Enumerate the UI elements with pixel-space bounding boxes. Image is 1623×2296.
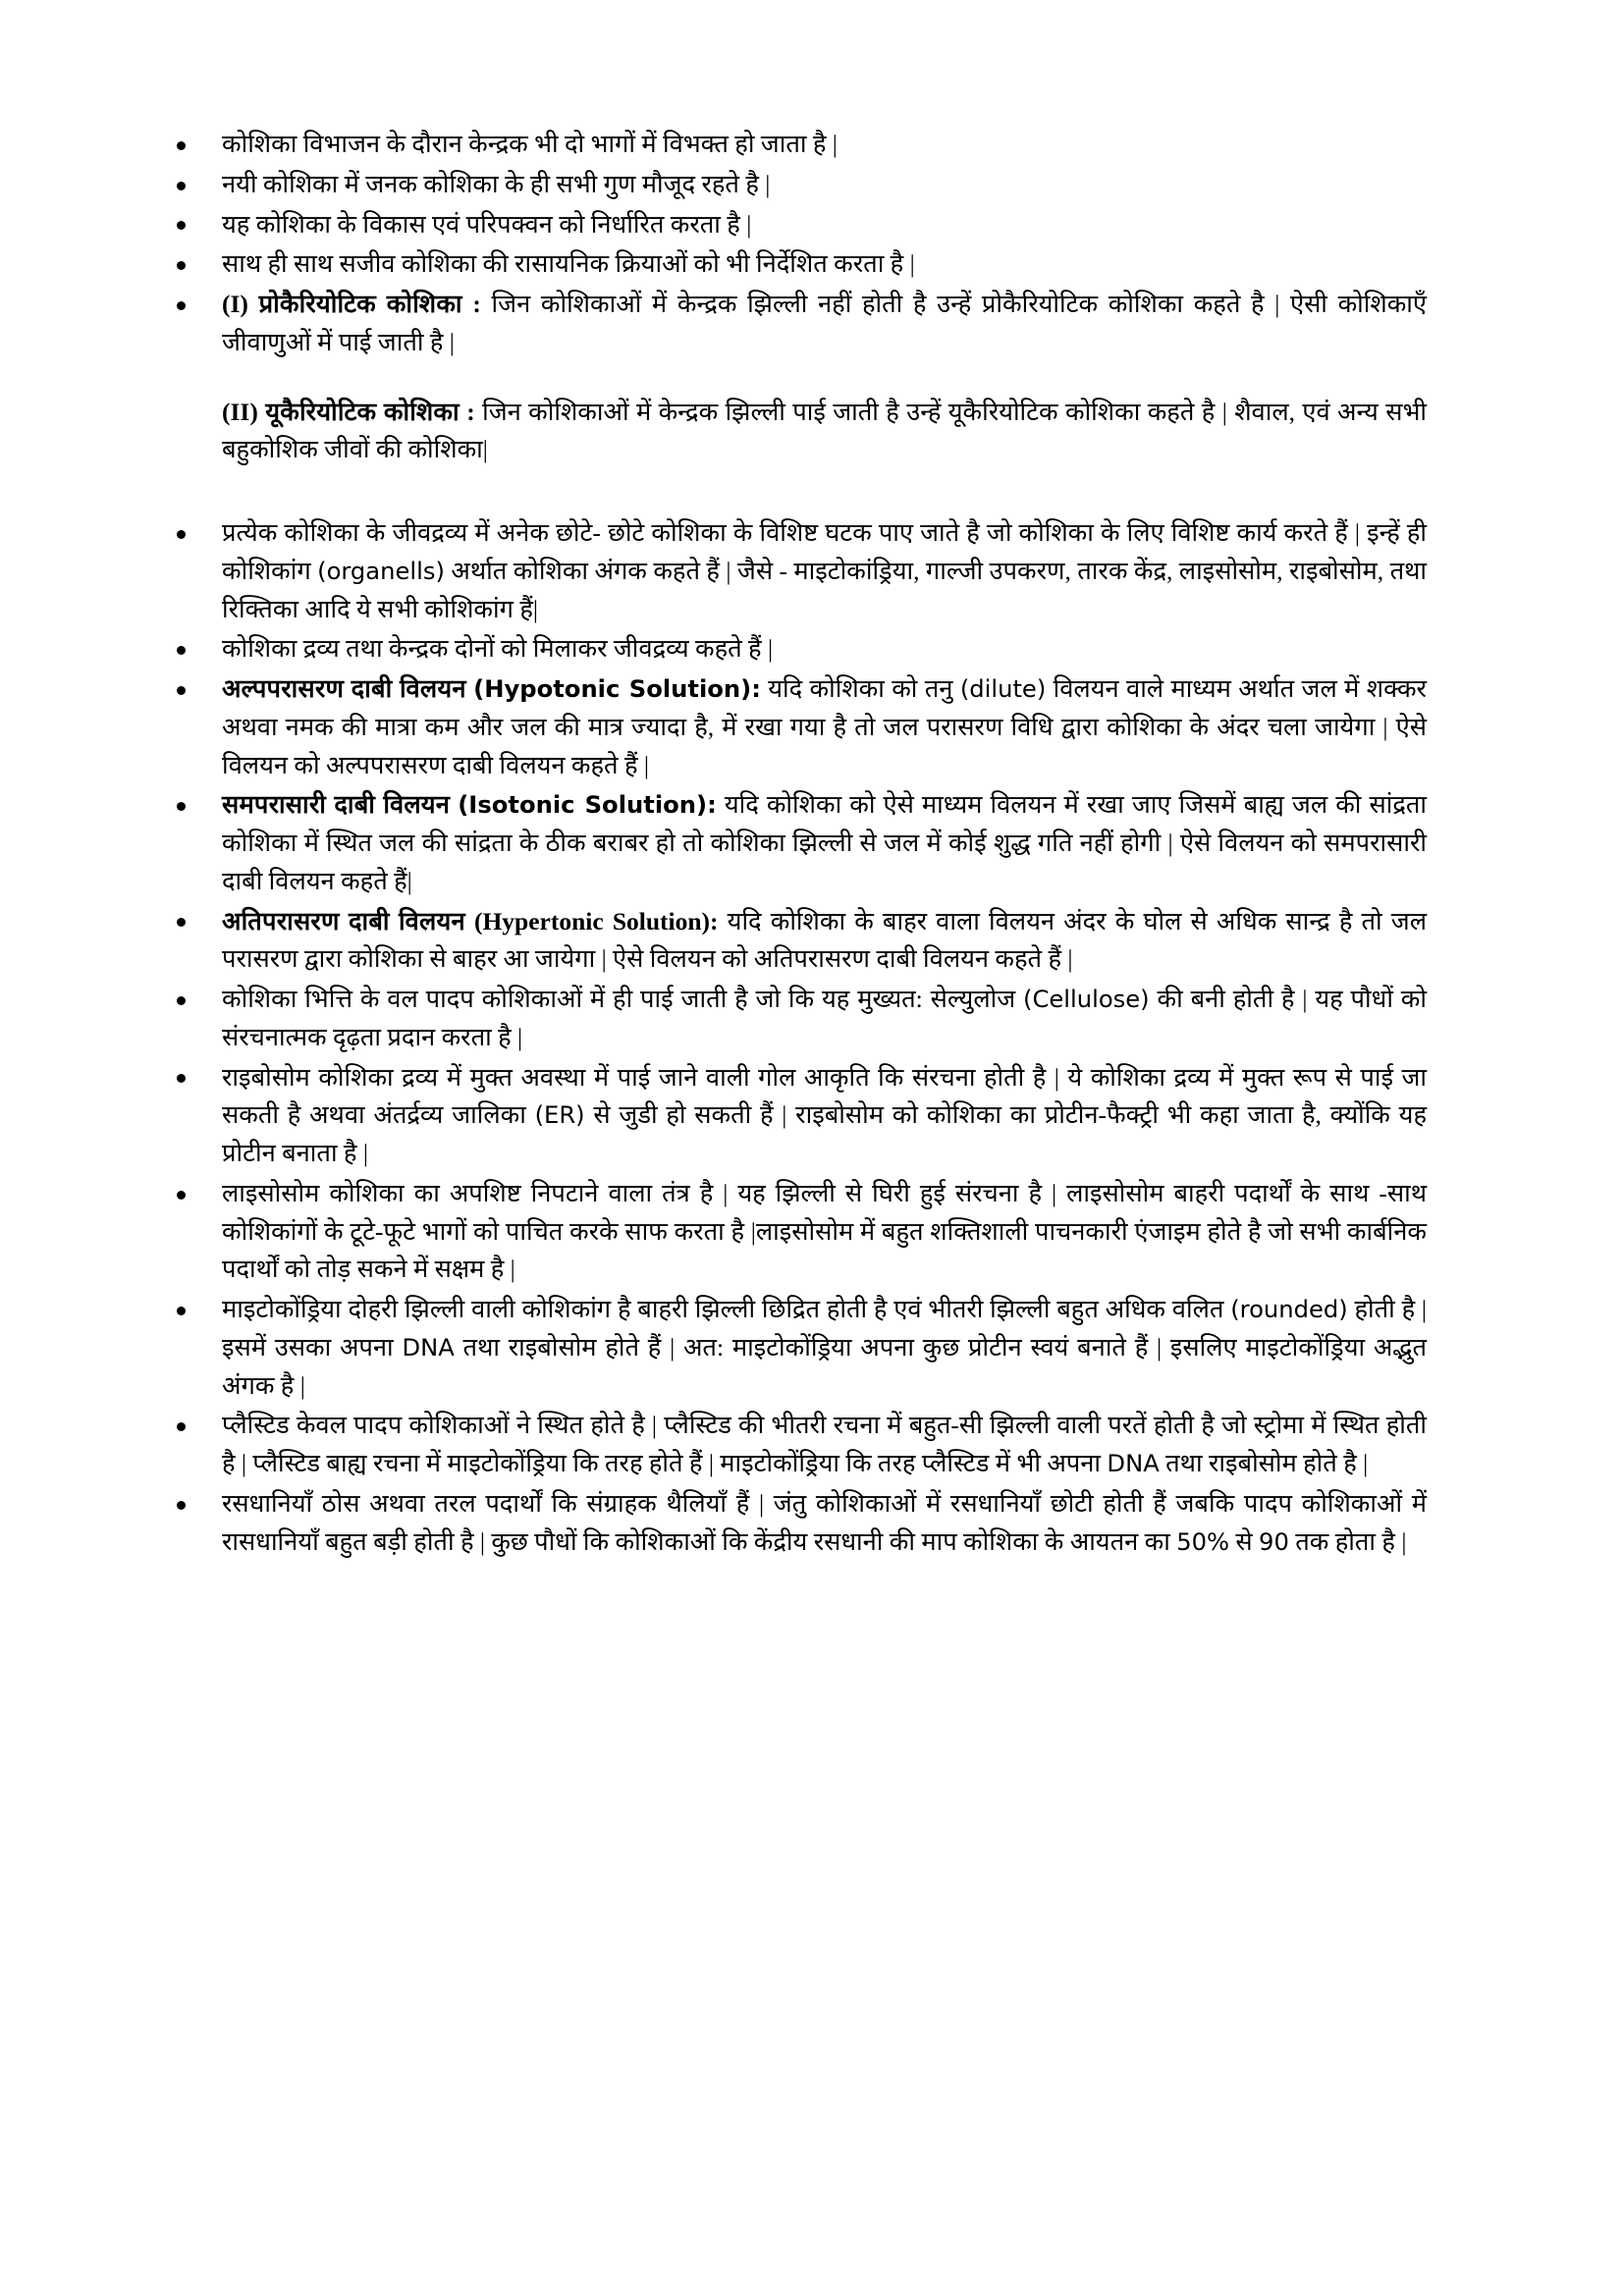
vacuole-part1: रसधानियाँ ठोस अथवा तरल पदार्थों कि संग्राहक थैलियाँ हैं | जंतु कोशिकाओं में रसधानियाँ छोटी होती हैं जबकि पादप कोशिकाओं में रासधानियाँ बहुत बड़ी होती है | कुछ पौधों कि कोशिकाओं कि केंद्रीय रसधानी की माप कोशिका के आयतन का xyxy=(222,1488,1427,1556)
bullet-dot xyxy=(177,1422,186,1431)
mitochondria-part3: तथा राइबोसोम होते हैं | अत: माइटोकोंड्रिया अपना कुछ प्रोटीन स्वयं बनाते हैं | इसलिए माइटोकोंड्रिया अद्भुत अंगक है | xyxy=(222,1332,1427,1400)
ribosome-part2: से जुडी हो सकती हैं | राइबोसोम को कोशिका का प्रोटीन-फैक्ट्री भी कहा जाता है, क्योंकि यह प्रोटीन बनाता है | xyxy=(222,1100,1427,1167)
list-item-lysosome xyxy=(165,1175,1427,1289)
ribosome-part1: राइबोसोम कोशिका द्रव्य में मुक्त अवस्था में पाई जाने वाली गोल आकृति कि संरचना होती है | ये कोशिका द्रव्य में मुक्त रूप से पाई जा सकती है अथवा अंतर्द्रव्य जालिका xyxy=(222,1062,1427,1130)
bullet-dot xyxy=(177,141,186,150)
notes-list-2 xyxy=(165,514,1427,1561)
hypotonic-heading-hi: अल्पपरासरण दाबी विलयन xyxy=(222,674,466,703)
prokaryotic-numeral: (I) xyxy=(222,290,248,318)
eukaryotic-numeral: (II) xyxy=(222,397,258,426)
list-item xyxy=(165,206,1427,244)
vacuole-part2: तक होता है | xyxy=(1288,1526,1407,1556)
eukaryotic-heading: यूकैरियोटिक कोशिका xyxy=(265,397,460,426)
cell-division-nucleus-text: कोशिका विभाजन के दौरान केन्द्रक भी दो भागों में विभक्त हो जाता है | xyxy=(222,130,838,158)
mitochondria-part1: माइटोकोंड्रिया दोहरी झिल्ली वाली कोशिकांग है बाहरी झिल्ली छिद्रित होती है एवं भीतरी झिल्ली बहुत अधिक वलित xyxy=(222,1295,1231,1323)
plastid-part2: तथा राइबोसोम होते है | xyxy=(1159,1449,1369,1477)
bullet-dot xyxy=(177,301,186,310)
bullet-dot xyxy=(177,530,186,539)
hypotonic-body-b: विलयन वाले माध्यम अर्थात जल में शक्कर अथवा नमक की मात्रा कम और जल की मात्र ज्यादा है, में रखा गया है तो जल परासरण विधि द्वारा कोशिका के अंदर चला जायेगा | ऐसे विलयन को अल्पपरासरण दाबी विलयन कहते हैं | xyxy=(222,674,1427,779)
bullet-dot xyxy=(177,1307,186,1315)
bullet-dot xyxy=(177,182,186,190)
bullet-dot xyxy=(177,646,186,655)
page-content xyxy=(165,126,1427,1563)
list-item xyxy=(165,126,1427,164)
growth-maturation-text: यह कोशिका के विकास एवं परिपक्वन को निर्धारित करता है | xyxy=(222,209,752,239)
plastid-part1: प्लैस्टिड केवल पादप कोशिकाओं ने स्थित होते है | प्लैस्टिड की भीतरी रचना में बहुत-सी झिल्ली वाली परतें होती है जो स्ट्रोमा में स्थित होती है | प्लैस्टिड बाह्य रचना में माइटोकोंड्रिया कि तरह होते हैं | माइटोकोंड्रिया कि तरह प्लैस्टिड में भी अपना xyxy=(222,1411,1427,1477)
prokaryotic-body: जिन कोशिकाओं में केन्द्रक झिल्ली नहीं होती है उन्हें प्रोकैरियोटिक कोशिका कहते है | ऐसी कोशिकाएँ जीवाणुओं में पाई जाती है | xyxy=(222,290,1427,356)
cell-wall-part1: कोशिका भित्ति के वल पादप कोशिकाओं में ही पाई जाती है जो कि यह मुख्यत: सेल्युलोज xyxy=(222,985,1024,1013)
spacer xyxy=(165,469,1427,514)
er-term: (ER) xyxy=(534,1101,585,1130)
list-item-protoplasm xyxy=(165,630,1427,668)
chemical-reactions-text: साथ ही साथ सजीव कोशिका की रासायनिक क्रियाओं को भी निर्देशित करता है | xyxy=(222,249,915,279)
notes-list xyxy=(165,126,1427,362)
eukaryotic-colon: : xyxy=(459,397,483,426)
hypotonic-heading-en: (Hypotonic Solution): xyxy=(473,675,761,703)
cell-wall-part2: की बनी होती है | यह पौधों को संरचनात्मक दृढ़ता प्रदान करता है | xyxy=(222,985,1427,1051)
eukaryotic-body: जिन कोशिकाओं में केन्द्रक झिल्ली पाई जाती है उन्हें यूकैरियोटिक कोशिका कहते है | शैवाल, एवं अन्य सभी बहुकोशिक जीवों की कोशिका| xyxy=(222,397,1428,464)
bullet-dot xyxy=(177,918,186,927)
list-item xyxy=(165,245,1427,284)
hypotonic-dilute-term: (dilute) xyxy=(959,675,1047,703)
bullet-dot xyxy=(177,1191,186,1200)
list-item-prokaryotic xyxy=(165,286,1427,362)
bullet-dot xyxy=(177,802,186,811)
isotonic-body: यदि कोशिका को ऐसे माध्यम विलयन में रखा जाए जिसमें बाह्य जल की सांद्रता कोशिका में स्थित जल की सांद्रता के ठीक बराबर हो तो कोशिका झिल्ली से जल में कोई शुद्ध गति नहीं होगी | ऐसे विलयन को समपरासारी दाबी विलयन कहते हैं| xyxy=(222,790,1428,895)
list-item-hypertonic xyxy=(165,903,1427,980)
vacuole-percent-value: 50% xyxy=(1176,1527,1230,1556)
list-item-ribosome xyxy=(165,1059,1427,1173)
bullet-dot xyxy=(177,686,186,695)
daughter-cell-properties-text: नयी कोशिका में जनक कोशिका के ही सभी गुण मौजूद रहते है | xyxy=(222,169,771,198)
vacuole-max-value: 90 xyxy=(1259,1527,1289,1556)
hypotonic-body-a: यदि कोशिका को तनु xyxy=(760,674,960,703)
bullet-dot xyxy=(177,221,186,230)
hypertonic-heading-en: (Hypertonic Solution): xyxy=(473,906,719,935)
plastid-dna-term: DNA xyxy=(1107,1450,1160,1477)
bullet-dot xyxy=(177,1501,186,1510)
organelles-part2: अर्थात कोशिका अंगक कहते हैं | जैसे - माइटोकांड्रिया, गाल्जी उपकरण, तारक केंद्र, लाइसोसोम, राइबोसोम, तथा रिक्तिका आदि ये सभी कोशिकांग हैं| xyxy=(222,556,1427,623)
list-item-plastid xyxy=(165,1407,1427,1483)
rounded-term: (rounded) xyxy=(1230,1296,1348,1323)
protoplasm-text: कोशिका द्रव्य तथा केन्द्रक दोनों को मिलाकर जीवद्रव्य कहते हैं | xyxy=(222,634,774,664)
bullet-dot xyxy=(177,261,186,270)
bullet-dot xyxy=(177,1074,186,1083)
list-item-mitochondria xyxy=(165,1291,1427,1405)
vacuole-mid: से xyxy=(1229,1526,1260,1556)
cellulose-term: (Cellulose) xyxy=(1023,986,1150,1013)
list-item-cell-wall xyxy=(165,981,1427,1057)
lysosome-text: लाइसोसोम कोशिका का अपशिष्ट निपटाने वाला तंत्र है | यह झिल्ली से घिरी हुई संरचना है | लाइसोसोम बाहरी पदार्थों के साथ -साथ कोशिकांगों के टूटे-फूटे भागों को पाचित करके साफ करता है |लाइसोसोम में बहुत शक्तिशाली पाचनकारी एंजाइम होते है जो सभी कार्बनिक पदार्थों को तोड़ सकने में सक्षम है | xyxy=(222,1178,1427,1284)
organelles-part1: प्रत्येक कोशिका के जीवद्रव्य में अनेक छोटे- छोटे कोशिका के विशिष्ट घटक पाए जाते है जो कोशिका के लिए विशिष्ट कार्य करते हैं | इन्हें ही कोशिकांग xyxy=(222,518,1427,585)
mitochondria-part2: होती है | इसमें उसका अपना xyxy=(222,1295,1427,1362)
list-item xyxy=(165,166,1427,204)
prokaryotic-colon: : xyxy=(461,290,492,318)
dna-term: DNA xyxy=(402,1333,455,1362)
hypertonic-body: यदि कोशिका के बाहर वाला विलयन अंदर के घोल से अधिक सान्द्र है तो जल परासरण द्वारा कोशिका से बाहर आ जायेगा | ऐसे विलयन को अतिपरासरण दाबी विलयन कहते हैं | xyxy=(222,906,1427,974)
organelles-latin-term: (organells) xyxy=(317,557,445,585)
list-item-isotonic xyxy=(165,786,1427,900)
list-item-vacuole xyxy=(165,1485,1427,1562)
hypertonic-heading-hi: अतिपरासरण दाबी विलयन xyxy=(222,906,465,935)
isotonic-heading-hi: समपरासारी दाबी विलयन xyxy=(222,790,451,820)
prokaryotic-heading: प्रोकैरियोटिक कोशिका xyxy=(258,290,462,318)
spacer xyxy=(165,364,1427,394)
list-item-hypotonic xyxy=(165,670,1427,784)
list-item-organelles xyxy=(165,514,1427,628)
isotonic-heading-en: (Isotonic Solution): xyxy=(458,791,717,820)
bullet-dot xyxy=(177,996,186,1005)
eukaryotic-block xyxy=(165,394,1427,470)
